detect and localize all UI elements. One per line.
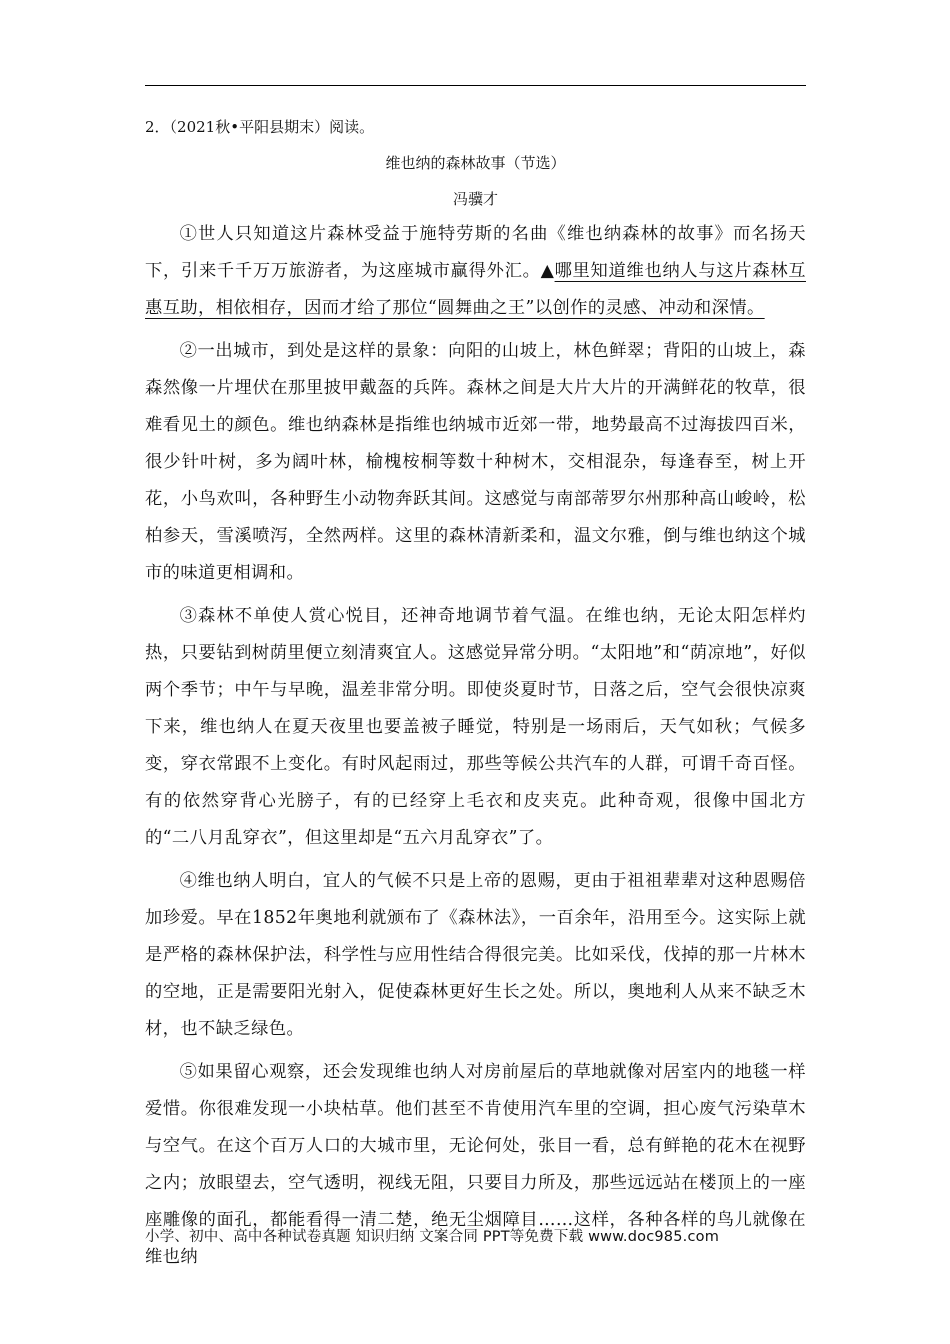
triangle-marker-icon: ▲ [540, 261, 555, 281]
header-divider [145, 85, 806, 86]
paragraph-1 [145, 216, 806, 327]
underlined-sentence: 哪里知道维也纳人与这片森林互惠互助，相依相存，因而才给了那位“圆舞曲之王”以创作的灵感、冲动和深情。 [145, 261, 806, 318]
paragraph-1-intro: ①世人只知道这片森林受益于施特劳斯的名曲《维也纳森林的故事》而名扬天下，引来千千万万旅游者，为这座城市赢得外汇。 [145, 224, 806, 281]
question-header: 2．（2021秋•平阳县期末）阅读。 [145, 118, 375, 136]
paragraph-3: ③森林不单使人赏心悦目，还神奇地调节着气温。在维也纳，无论太阳怎样灼热，只要钻到树荫里便立刻清爽宜人。这感觉异常分明。“太阳地”和“荫凉地”，好似两个季节；中午与早晚，温差非常分明。即使炎夏时节，日落之后，空气会很快凉爽下来，维也纳人在夏天夜里也要盖被子睡觉，特别是一场雨后，天气如秋；气候多变，穿衣常跟不上变化。有时风起雨过，那些等候公共汽车的人群，可谓千奇百怪。有的依然穿背心光膀子，有的已经穿上毛衣和皮夹克。此种奇观，很像中国北方的“二八月乱穿衣”，但这里却是“五六月乱穿衣”了。 [145, 606, 806, 848]
paragraph-5: ⑤如果留心观察，还会发现维也纳人对房前屋后的草地就像对居室内的地毯一样爱惜。你很难发现一小块枯草。他们甚至不肯使用汽车里的空调，担心废气污染草木与空气。在这个百万人口的大城市里，无论何处，张目一看，总有鲜艳的花木在视野之内；放眼望去，空气透明，视线无阻，只要目力所及，那些远远站在楼顶上的一座座雕像的面孔，都能看得一清二楚，绝无尘烟障目……这样，各种各样的鸟儿就像在维也纳 [145, 1062, 806, 1267]
paragraph-4: ④维也纳人明白，宜人的气候不只是上帝的恩赐，更由于祖祖辈辈对这种恩赐倍加珍爱。早在1852年奥地利就颁布了《森林法》，一百余年，沿用至今。这实际上就是严格的森林保护法，科学性与应用性结合得很完美。比如采伐，伐掉的那一片林木的空地，正是需要阳光射入，促使森林更好生长之处。所以，奥地利人从来不缺乏木材，也不缺乏绿色。 [145, 871, 806, 1039]
article-body [145, 216, 806, 1282]
paragraph-2: ②一出城市，到处是这样的景象：向阳的山坡上，林色鲜翠；背阳的山坡上，森森然像一片埋伏在那里披甲戴盔的兵阵。森林之间是大片大片的开满鲜花的牧草，很难看见土的颜色。维也纳森林是指维也纳城市近郊一带，地势最高不过海拔四百米，很少针叶树，多为阔叶林，榆槐桉桐等数十种树木，交相混杂，每逢春至，树上开花，小鸟欢叫，各种野生小动物奔跃其间。这感觉与南部蒂罗尔州那种高山峻岭，松柏参天，雪溪喷泻，全然两样。这里的森林清新柔和，温文尔雅，倒与维也纳这个城市的味道更相调和。 [145, 341, 806, 583]
article-title: 维也纳的森林故事（节选） [385, 154, 566, 172]
footer-banner: 小学、初中、高中各种试卷真题 知识归纳 文案合同 PPT等免费下载 www.doc985.com [145, 1229, 720, 1245]
article-author: 冯骥才 [452, 190, 498, 208]
